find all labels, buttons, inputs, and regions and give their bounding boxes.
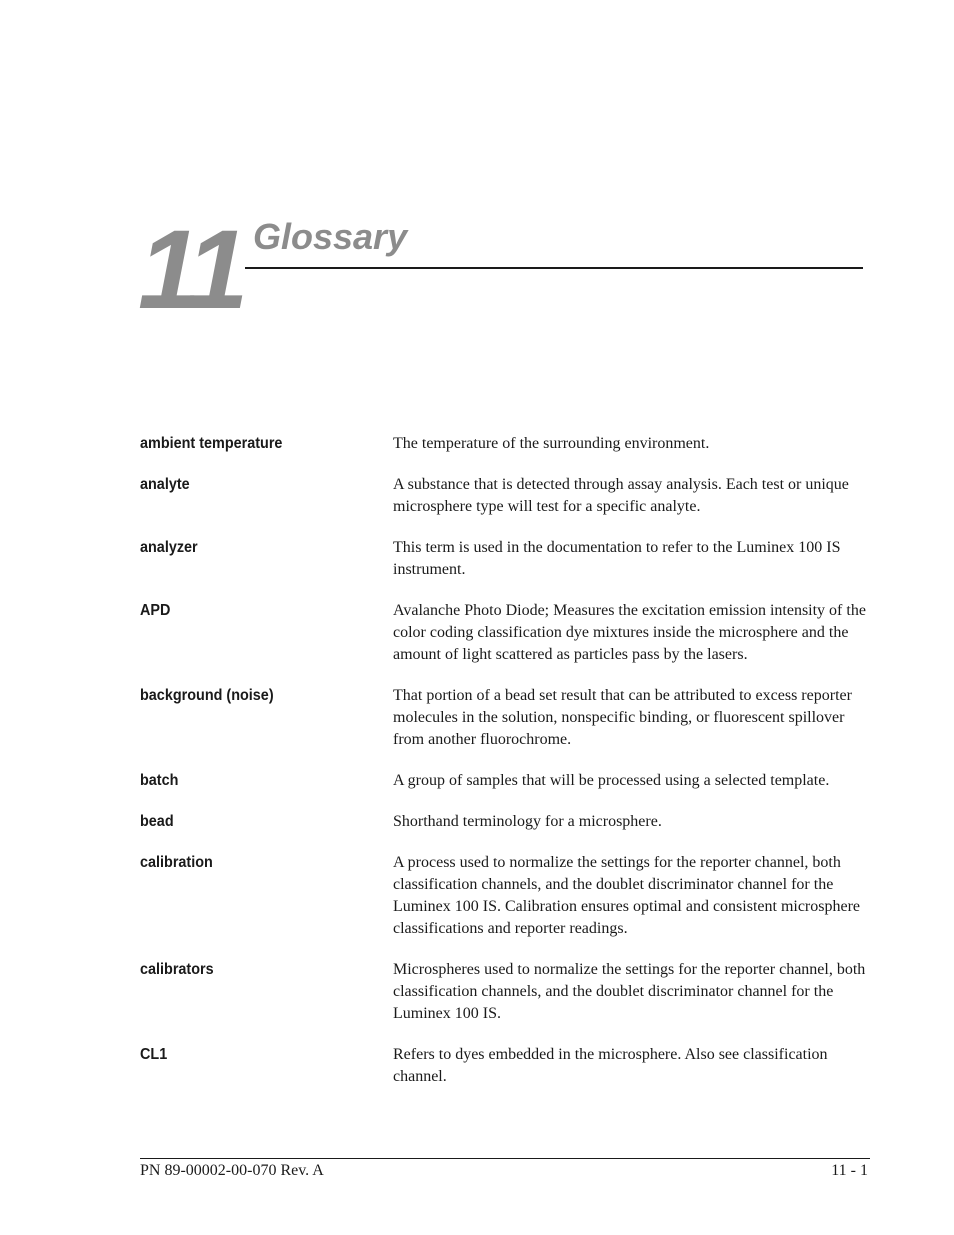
glossary-term: calibrators [140,961,214,978]
glossary-entry [140,600,870,666]
footer-part-number: PN 89-00002-00-070 Rev. A [140,1162,324,1179]
glossary-term: ambient temperature [140,435,283,452]
glossary-term: background (noise) [140,687,274,704]
glossary-term: CL1 [140,1046,168,1063]
glossary-entry [140,1044,870,1088]
glossary-term: bead [140,813,174,830]
glossary-definition: That portion of a bead set result that can be attributed to excess reporter molecules in the solution, nonspecific binding, or fluorescent spillover from another fluorochrome. [393,687,852,748]
glossary-definition: Refers to dyes embedded in the microsphere. Also see classification channel. [393,1046,828,1085]
glossary-entry [140,474,870,518]
glossary-entry [140,685,870,751]
glossary-definition: This term is used in the documentation to refer to the Luminex 100 IS instrument. [393,539,841,578]
glossary-definition: Avalanche Photo Diode; Measures the excitation emission intensity of the color coding classification dye mixtures inside the microsphere and the amount of light scattered as particles pass by the lasers. [393,602,866,663]
chapter-title: Glossary [253,216,408,257]
glossary-term: APD [140,602,171,619]
glossary-definition: A group of samples that will be processed using a selected template. [393,772,830,789]
glossary-definition: A substance that is detected through assay analysis. Each test or unique microsphere type will test for a specific analyte. [393,476,849,515]
glossary-entry [140,537,870,581]
glossary-list [140,433,870,1107]
glossary-entry [140,959,870,1025]
glossary-entry [140,852,870,940]
glossary-entry [140,770,870,792]
glossary-definition: A process used to normalize the settings for the reporter channel, both classification channels, and the doublet discriminator channel for the Luminex 100 IS. Calibration ensures optimal and consistent microsphere classifications and reporter readings. [393,854,861,937]
footer-rule [140,1158,870,1159]
chapter-number: 11 [138,207,243,332]
glossary-term: analyzer [140,539,198,556]
glossary-definition: Microspheres used to normalize the settings for the reporter channel, both classification channels, and the doublet discriminator channel for the Luminex 100 IS. [393,961,866,1022]
footer-page-number: 11 - 1 [831,1162,868,1179]
title-rule [245,267,863,269]
glossary-term: analyte [140,476,190,493]
glossary-term: calibration [140,854,213,871]
glossary-definition: The temperature of the surrounding environment. [393,435,710,452]
glossary-entry [140,433,870,455]
glossary-definition: Shorthand terminology for a microsphere. [393,813,662,830]
glossary-term: batch [140,772,179,789]
glossary-entry [140,811,870,833]
